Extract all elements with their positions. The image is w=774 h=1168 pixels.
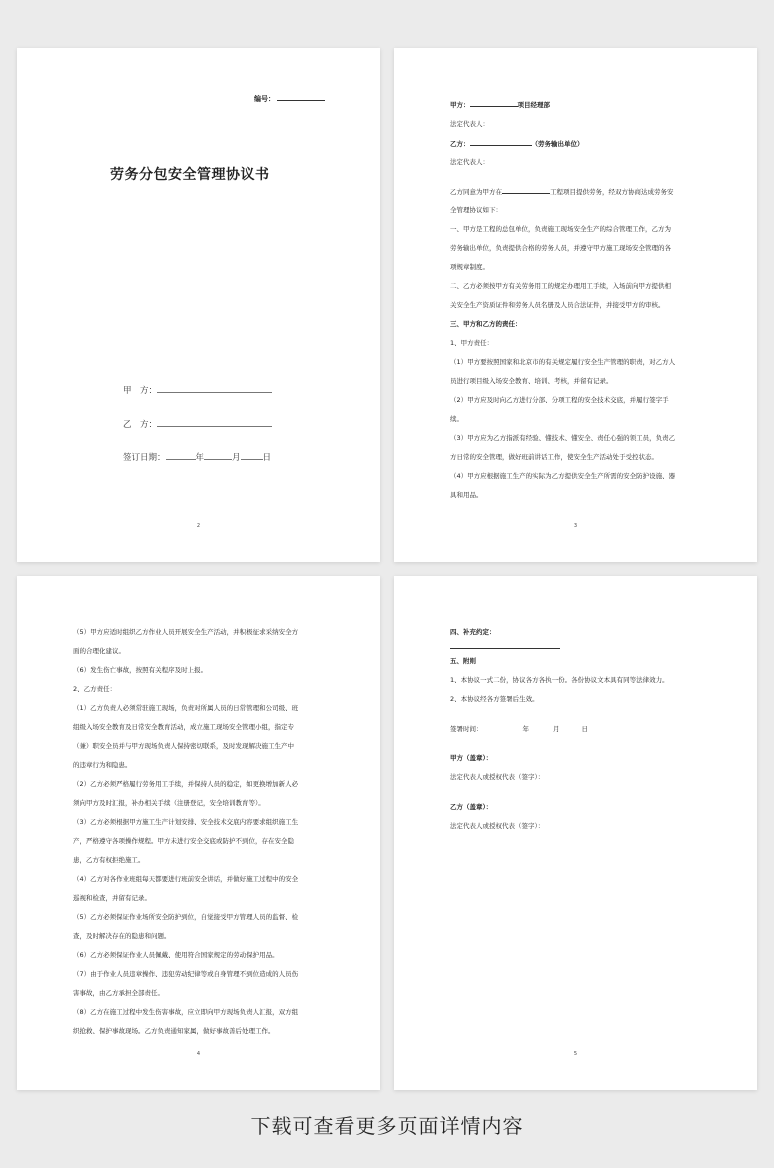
duty-line: 续。 — [450, 415, 463, 423]
party-a-seal: 甲方（盖章）： — [450, 754, 493, 762]
body-line: （6）乙方必须保证作业人员佩戴、使用符合国家规定的劳动保护用品。 — [73, 951, 279, 959]
clause-1-line: 项规章制度。 — [450, 263, 489, 271]
supplement-blank — [450, 648, 560, 649]
section-4-heading: 四、补充约定： — [450, 628, 496, 636]
intro-part-a: 乙方同意为甲方在 — [450, 188, 502, 196]
body-line: （2）乙方必须严格履行劳务用工手续，并保持人员的稳定，如更换增加新人必 — [73, 780, 299, 788]
clause-1-line: 劳务输出单位，负责提供合格的劳务人员，并遵守甲方施工现场安全管理的各 — [450, 244, 671, 252]
year-blank — [166, 451, 196, 460]
party-b-blank — [157, 418, 272, 427]
duty-line: （3）甲方应为乙方指派有经验、懂技术、懂安全、责任心强的领工员，负责乙 — [450, 434, 676, 442]
sign-date-field — [123, 451, 271, 463]
day-label: 日 — [581, 725, 588, 733]
body-line: （3）乙方必须根据甲方施工生产计划安排、安全技术交底内容要求组织施工生 — [73, 818, 299, 826]
body-line: 产，严格遵守各项操作规程。甲方未进行安全交底或防护不到位，存在安全隐 — [73, 837, 294, 845]
sign-time-label: 签署时间： — [450, 725, 483, 733]
body-line: 巡视和检查，并留有记录。 — [73, 894, 151, 902]
body-line: 的违章行为和隐患。 — [73, 761, 132, 769]
body-line: 害事故，由乙方承担全部责任。 — [73, 989, 164, 997]
page-title: 劳务分包安全管理协议书 — [110, 167, 270, 183]
body-line: （6）发生伤亡事故，按照有关程序及时上报。 — [73, 666, 208, 674]
body-line: （8）乙方在施工过程中发生伤害事故，应立即向甲方现场负责人汇报，双方组 — [73, 1008, 299, 1016]
serial-number-field — [254, 93, 325, 104]
clause-2-line: 关安全生产资质证件和劳务人员名册及人员合法证件，并接受甲方的审核。 — [450, 301, 665, 309]
duty-line: 具和用品。 — [450, 491, 483, 499]
body-line: （兼）职安全员并与甲方现场负责人保持密切联系，及时发现解决施工生产中 — [73, 742, 294, 750]
duty-line: 方日常的安全管理，做好班前讲话工作，使安全生产活动处于受控状态。 — [450, 453, 658, 461]
body-line: 组级入场安全教育及日常安全教育活动，成立施工现场安全管理小组，指定专 — [73, 723, 294, 731]
duty-line: （2）甲方应及时向乙方进行分部、分项工程的安全技术交底，并履行签字手 — [450, 396, 669, 404]
party-a-suffix: 项目经理部 — [517, 101, 550, 109]
party-a-label: 甲 方： — [123, 386, 158, 396]
month-label: 月 — [553, 725, 560, 733]
party-b-line — [450, 138, 584, 148]
download-more-caption: 下载可查看更多页面详情内容 — [250, 1114, 524, 1138]
body-line: 须向甲方及时汇报，补办相关手续（注册登记，安全培训教育等）。 — [73, 799, 265, 807]
page-number: 3 — [573, 523, 578, 529]
document-page-3 — [394, 48, 757, 562]
intro-part-b: 工程项目提供劳务，经双方协商达成劳务安 — [550, 188, 674, 196]
party-a-duties-heading: 1、甲方责任： — [450, 339, 494, 347]
party-b-field — [123, 418, 272, 430]
document-page-5 — [394, 576, 757, 1090]
body-line: 2、乙方责任： — [73, 685, 117, 693]
section-5-heading: 五、附则 — [450, 657, 476, 665]
party-a-blank — [157, 384, 272, 393]
party-b-blank — [470, 138, 532, 146]
body-line: （5）乙方必须保证作业场所安全防护到位，自觉接受甲方管理人员的监督、检 — [73, 913, 299, 921]
document-page-2 — [17, 48, 380, 562]
body-line: （7）由于作业人员违章操作、违犯劳动纪律等或自身管理不到位造成的人员伤 — [73, 970, 299, 978]
serial-label: 编号： — [254, 95, 275, 103]
body-line: 查，及时解决存在的隐患和问题。 — [73, 932, 171, 940]
clause-2-line: 二、乙方必须按甲方有关劳务用工的规定办理用工手续，入场前向甲方提供相 — [450, 282, 671, 290]
page-number: 5 — [573, 1051, 578, 1057]
sign-time-line — [450, 724, 588, 733]
section-3-heading: 三、甲方和乙方的责任： — [450, 320, 522, 328]
body-line: 患，乙方有权拒绝施工。 — [73, 856, 145, 864]
body-line: （1）乙方负责人必须常驻施工现场，负责对所属人员的日常管理和公司级、班 — [73, 704, 299, 712]
party-b-seal: 乙方（盖章）： — [450, 803, 493, 811]
duty-line: 员进行项目级入场安全教育、培训、考核，并留有记录。 — [450, 377, 613, 385]
party-a-label: 甲方： — [450, 101, 470, 109]
appendix-item: 1、本协议一式二份，协议各方各执一份。各份协议文本具有同等法律效力。 — [450, 676, 669, 684]
clause-1-line: 一、甲方是工程的总包单位，负责施工现场安全生产的综合管理工作，乙方为 — [450, 225, 671, 233]
party-a-field — [123, 384, 272, 396]
day-label: 日 — [262, 453, 272, 463]
legal-rep-a: 法定代表人： — [450, 120, 489, 128]
party-b-label: 乙方： — [450, 140, 470, 148]
party-a-blank — [470, 99, 518, 107]
month-blank — [204, 451, 232, 460]
party-b-suffix: （劳务输出单位） — [531, 140, 584, 148]
party-b-rep: 法定代表人或授权代表（签字）： — [450, 822, 545, 830]
day-blank — [241, 451, 263, 460]
appendix-item: 2、本协议经各方签署后生效。 — [450, 695, 539, 703]
intro-line-1 — [450, 186, 674, 196]
legal-rep-b: 法定代表人： — [450, 158, 489, 166]
page-number: 4 — [196, 1051, 201, 1057]
party-b-label: 乙 方： — [123, 420, 158, 430]
sign-date-label: 签订日期： — [123, 453, 166, 463]
party-a-rep: 法定代表人或授权代表（签字）： — [450, 773, 545, 781]
duty-line: （1）甲方要按照国家和北京市的有关规定履行安全生产管理的职责，对乙方人 — [450, 358, 676, 366]
body-line: 面的合理化建议。 — [73, 647, 125, 655]
duty-line: （4）甲方应根据施工生产的实际为乙方提供安全生产所需的安全防护设施、器 — [450, 472, 676, 480]
serial-blank — [277, 93, 325, 101]
page-number: 2 — [196, 523, 201, 529]
year-label: 年 — [195, 453, 205, 463]
project-blank — [502, 186, 550, 194]
year-label: 年 — [522, 725, 529, 733]
party-a-line — [450, 99, 550, 109]
body-line: （4）乙方对各作业班组每天都要进行班前安全讲话，并做好施工过程中的安全 — [73, 875, 299, 883]
intro-line-2: 全管理协议如下： — [450, 206, 502, 214]
month-label: 月 — [232, 453, 241, 463]
body-line: 织抢救、保护事故现场。乙方负责通知家属，做好事故善后处理工作。 — [73, 1027, 275, 1035]
body-line: （5）甲方应适时组织乙方作业人员开展安全生产活动，并积极征求采纳安全方 — [73, 628, 299, 636]
document-page-4 — [17, 576, 380, 1090]
